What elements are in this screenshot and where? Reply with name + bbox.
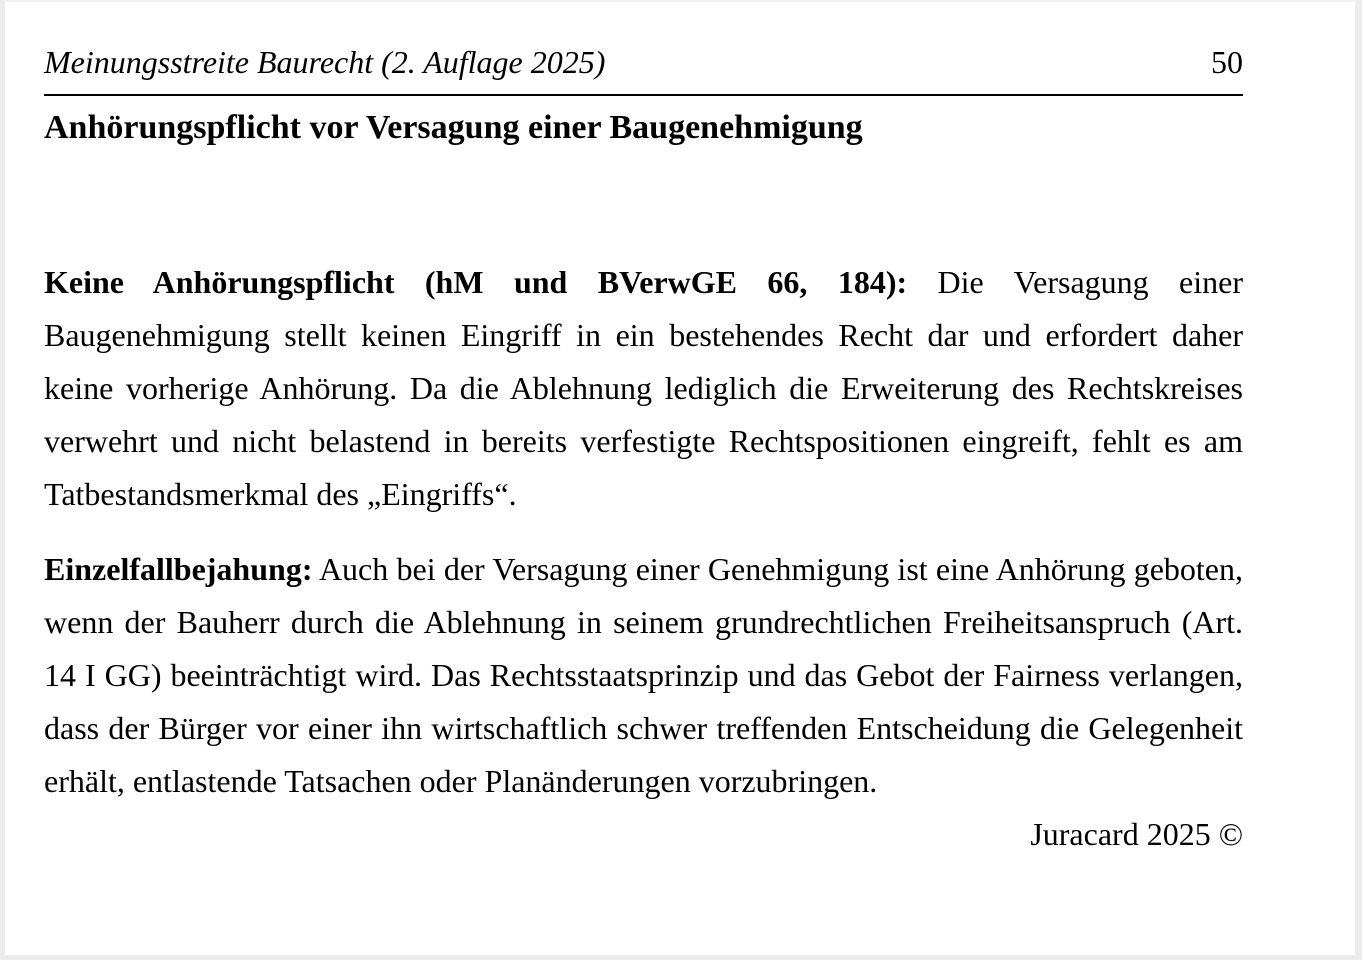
paragraph-keine-anhoerungspflicht [44,256,1243,521]
paragraph-body: Auch bei der Versagung einer Genehmigung ist eine Anhörung geboten, wenn der Bauherr durch die Ablehnung in seinem grundrechtlichen Freiheitsanspruch (Art. 14 I GG) beeinträchtigt wird. Das Rechtsstaatsprinzip und das Gebot der Fairness verlangen, dass der Bürger vor einer ihn wirtschaftlich schwer treffenden Entscheidung die Gelegenheit erhält, entlastende Tatsachen oder Planänderungen vorzubringen. [44,550,1243,799]
page-header [44,2,1243,96]
footer-credit: Juracard 2025 © [1030,815,1243,852]
page-number: 50 [1211,44,1243,80]
running-title: Meinungsstreite Baurecht (2. Auflage 2025) [44,44,606,80]
card-heading: Anhörungspflicht vor Versagung einer Baugenehmigung [44,108,863,146]
body-text [44,256,1243,808]
page-content [44,2,1243,857]
paragraph-lead: Einzelfallbejahung: [44,550,313,587]
paragraph-einzelfallbejahung [44,543,1243,808]
paragraph-lead: Keine Anhörungspflicht (hM und BVerwGE 66, 184): [44,263,908,300]
paragraph-body: Die Versagung einer Baugenehmigung stellt keinen Eingriff in ein bestehendes Recht dar und erfordert daher keine vorherige Anhörung. Da die Ablehnung lediglich die Erweiterung des Rechtskreises verwehrt und nicht belastend in bereits verfestigte Rechtspositionen eingreift, fehlt es am Tatbestandsmerkmal des „Eingriffs“. [44,263,1243,512]
